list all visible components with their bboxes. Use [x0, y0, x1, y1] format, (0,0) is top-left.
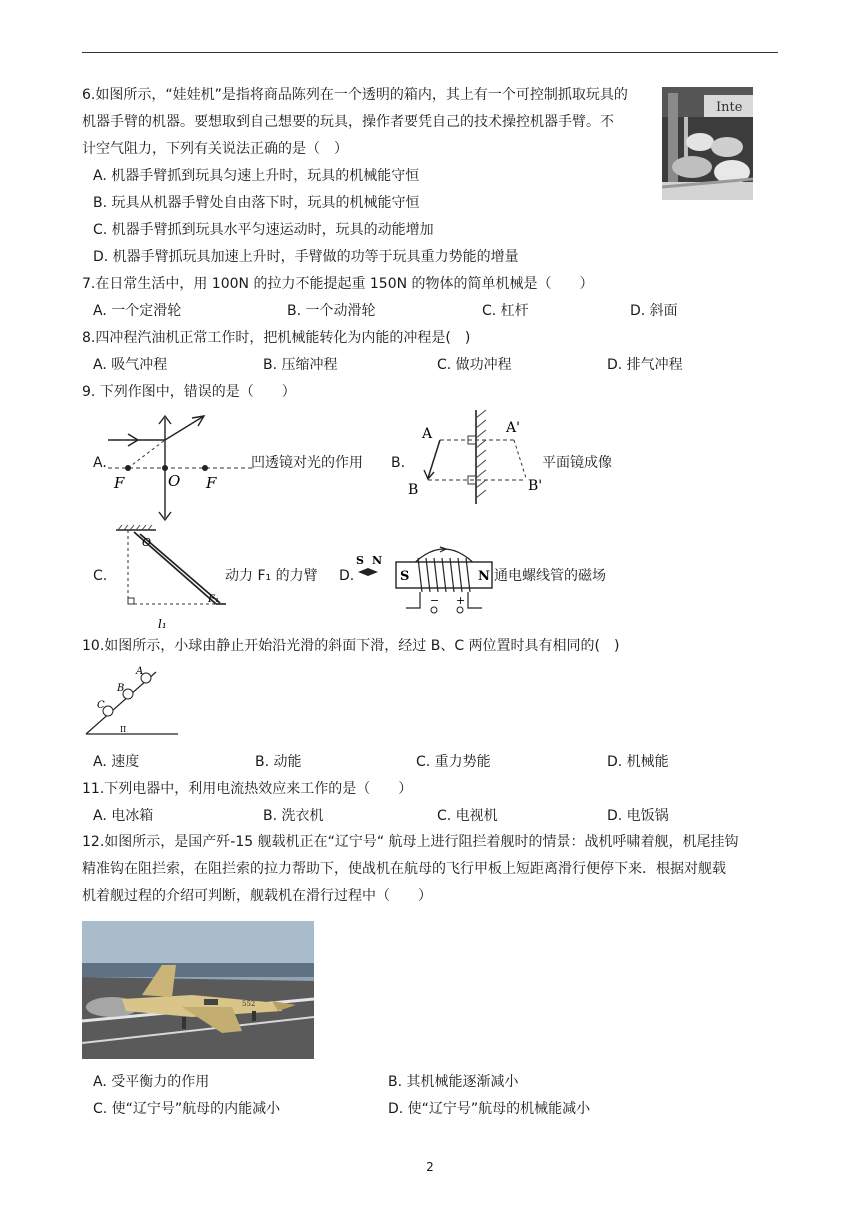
q10-stem: 10.如图所示，小球由静止开始沿光滑的斜面下滑，经过 B、C 两位置时具有相同的( ): [82, 638, 620, 654]
q11-stem: 11.下列电器中，利用电流热效应来工作的是（ ）: [82, 781, 413, 797]
q11-option-a: A. 电冰箱: [93, 808, 154, 824]
terminal-plus-label: +: [456, 594, 466, 607]
q12-stem-line-3: 机着舰过程的介绍可判断，舰载机在滑行过程中（ ）: [82, 888, 432, 904]
q9-option-a-caption: 凹透镜对光的作用: [251, 455, 363, 471]
q6-stem: [82, 82, 664, 163]
q9-option-d-caption: 通电螺线管的磁场: [494, 568, 606, 584]
q10-option-c: C. 重力势能: [416, 754, 491, 770]
point-a-label: A: [422, 426, 433, 442]
q12-option-d: D. 使“辽宁号”航母的机械能减小: [388, 1101, 591, 1117]
optical-center-label: O: [168, 472, 181, 490]
q8-option-d: D. 排气冲程: [607, 357, 683, 373]
q7-option-a: A. 一个定滑轮: [93, 303, 182, 319]
needle-n-label: N: [372, 554, 383, 567]
q9-option-c-caption: 动力 F₁ 的力臂: [225, 568, 318, 584]
q7-option-d: D. 斜面: [630, 303, 678, 319]
q7-option-b: B. 一个动滑轮: [287, 303, 376, 319]
lever-arm-diagram: [112, 524, 232, 636]
force-label: F₁: [208, 594, 219, 605]
q12-option-b: B. 其机械能逐渐减小: [388, 1074, 519, 1090]
q12-stem-line-2: 精准钩在阻拦索，在阻拦索的拉力帮助下，使战机在航母的飞行甲板上短距离滑行便停下来．根据对舰载: [82, 861, 726, 877]
q9-option-c-label: C.: [93, 568, 108, 584]
concave-lens-diagram: [108, 410, 253, 522]
ball-a-label: A: [136, 666, 144, 677]
q11-option-b: B. 洗衣机: [263, 808, 324, 824]
arm-label: l₁: [158, 617, 167, 631]
ball-b-label: B: [117, 683, 125, 694]
q7-option-c: C. 杠杆: [482, 303, 529, 319]
point-b-label: B: [408, 482, 419, 498]
terminal-minus-label: −: [430, 594, 440, 607]
q11-option-c: C. 电视机: [437, 808, 498, 824]
focus-left-label: F: [114, 474, 125, 492]
q7-stem: 7.在日常生活中，用 100N 的拉力不能提起重 150N 的物体的简单机械是（ ）: [82, 276, 594, 292]
q8-stem: 8.四冲程汽油机正常工作时，把机械能转化为内能的冲程是( ): [82, 330, 471, 346]
q10-option-a: A. 速度: [93, 754, 140, 770]
q6-option-d: D. 机器手臂抓玩具加速上升时，手臂做的功等于玩具重力势能的增量: [93, 249, 519, 265]
q6-stem-line-3: 计空气阻力，下列有关说法正确的是（ ）: [82, 141, 348, 157]
coil-n-label: N: [478, 569, 490, 584]
header-rule: [82, 52, 778, 53]
coil-s-label: S: [400, 569, 410, 584]
q12-option-c: C. 使“辽宁号”航母的内能减小: [93, 1101, 281, 1117]
q9-option-a-label: A.: [93, 455, 107, 471]
q12-stem-line-1: 12.如图所示，是国产歼-15 舰载机正在“辽宁号“ 航母上进行阻拦着舰时的情景：战机呼啸着舰，机尾挂钩: [82, 834, 739, 850]
focus-right-label: F: [206, 474, 217, 492]
q6-stem-line-1: 6.如图所示，“娃娃机”是指将商品陈列在一个透明的箱内，其上有一个可控制抓取玩具的: [82, 87, 628, 103]
ground-label: II: [120, 725, 127, 734]
q10-option-d: D. 机械能: [607, 754, 669, 770]
carrier-jet-photo: [82, 921, 314, 1059]
solenoid-diagram: [356, 528, 496, 618]
needle-s-label: S: [356, 554, 364, 567]
q10-option-b: B. 动能: [255, 754, 302, 770]
q12-stem: [82, 829, 778, 910]
pivot-label: O: [142, 536, 152, 549]
q12-option-a: A. 受平衡力的作用: [93, 1074, 210, 1090]
q11-option-d: D. 电饭锅: [607, 808, 669, 824]
plane-mirror-diagram: [404, 408, 544, 506]
q9-option-b-label: B.: [391, 455, 406, 471]
photo-sign-text: Inte: [716, 100, 743, 115]
claw-machine-photo: [662, 87, 753, 200]
q8-option-a: A. 吸气冲程: [93, 357, 168, 373]
q6-option-b: B. 玩具从机器手臂处自由落下时，玩具的机械能守恒: [93, 195, 420, 211]
q8-option-c: C. 做功冲程: [437, 357, 512, 373]
q6-option-a: A. 机器手臂抓到玩具匀速上升时，玩具的机械能守恒: [93, 168, 420, 184]
page-number: 2: [426, 1160, 434, 1174]
q9-option-d-label: D.: [339, 568, 355, 584]
q8-option-b: B. 压缩冲程: [263, 357, 338, 373]
q9-option-b-caption: 平面镜成像: [542, 455, 612, 471]
q6-option-c: C. 机器手臂抓到玩具水平匀速运动时，玩具的动能增加: [93, 222, 434, 238]
q9-stem: 9. 下列作图中，错误的是（ ）: [82, 384, 296, 400]
ball-c-label: C: [97, 700, 105, 711]
q6-stem-line-2: 机器手臂的机器。要想取到自己想要的玩具，操作者要凭自己的技术操控机器手臂。不: [82, 114, 614, 130]
point-a-prime-label: A': [506, 420, 520, 436]
point-b-prime-label: B': [528, 478, 543, 494]
incline-diagram: [82, 664, 182, 738]
jet-number-text: 552: [242, 1000, 256, 1008]
